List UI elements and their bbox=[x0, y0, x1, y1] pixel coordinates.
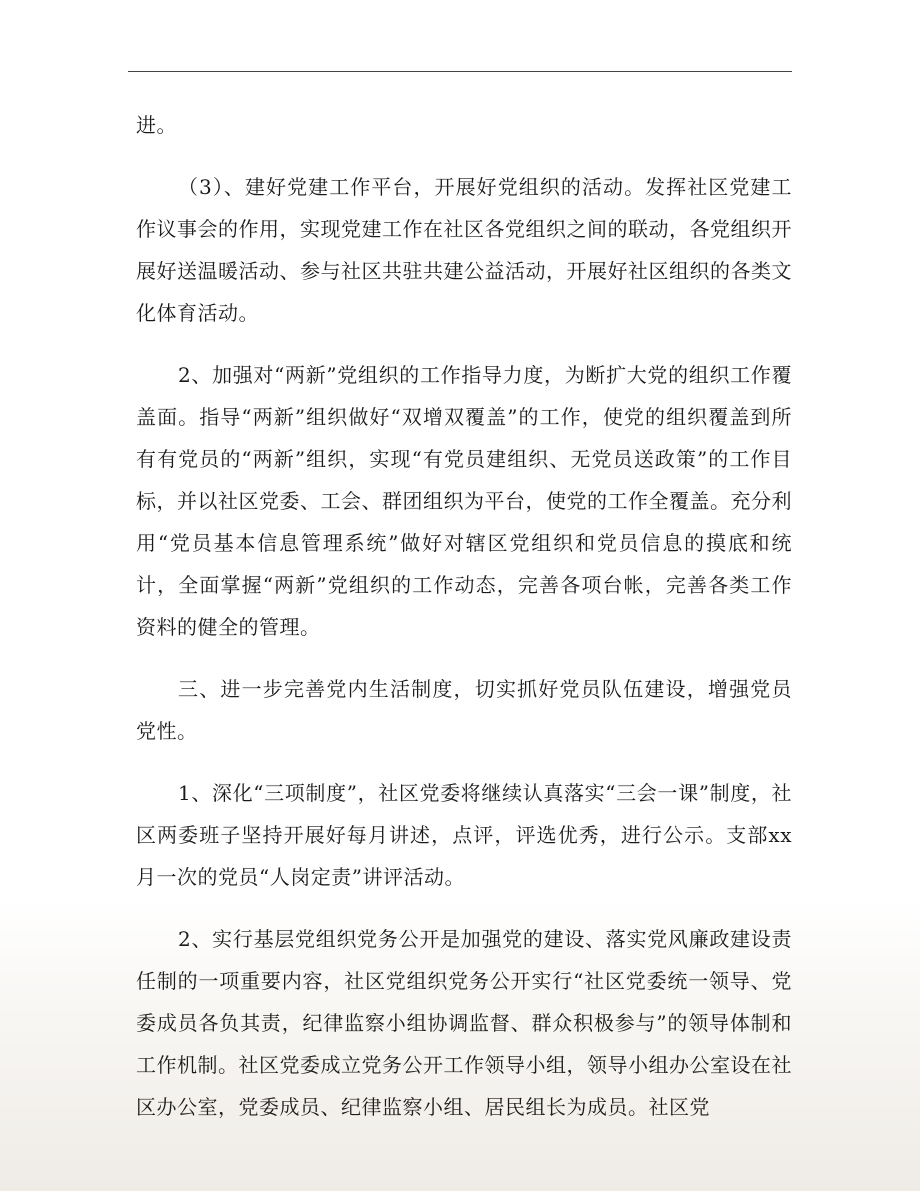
paragraph-section-three-heading: 三、进一步完善党内生活制度，切实抓好党员队伍建设，增强党员党性。 bbox=[136, 677, 792, 743]
header-rule bbox=[128, 71, 792, 72]
document-body bbox=[136, 104, 792, 1148]
paragraph-three-systems: 1、深化“三项制度”，社区党委将继续认真落实“三会一课”制度，社区两委班子坚持开展好每月讲述，点评，评选优秀，进行公示。支部xx月一次的党员“人岗定责”讲评活动。 bbox=[136, 781, 792, 889]
paragraph-affairs-disclosure: 2、实行基层党组织党务公开是加强党的建设、落实党风廉政建设责任制的一项重要内容，社区党组织党务公开实行“社区党委统一领导、党委成员各负其责，纪律监察小组协调监督、群众积极参与”的领导体制和工作机制。社区党委成立党务公开工作领导小组，领导小组办公室设在社区办公室，党委成员、纪律监察小组、居民组长为成员。社区党 bbox=[136, 927, 792, 1119]
paragraph-continuation: 进。 bbox=[136, 113, 177, 137]
paragraph-two-new-guidance: 2、加强对“两新”党组织的工作指导力度，为断扩大党的组织工作覆盖面。指导“两新”组织做好“双增双覆盖”的工作，使党的组织覆盖到所有有党员的“两新”组织，实现“有党员建组织、无党员送政策”的工作目标，并以社区党委、工会、群团组织为平台，使党的工作全覆盖。充分利用“党员基本信息管理系统”做好对辖区党组织和党员信息的摸底和统计，全面掌握“两新”党组织的工作动态，完善各项台帐，完善各类工作资料的健全的管理。 bbox=[136, 363, 792, 639]
paragraph-platform: （3）、建好党建工作平台，开展好党组织的活动。发挥社区党建工作议事会的作用，实现党建工作在社区各党组织之间的联动，各党组织开展好送温暖活动、参与社区共驻共建公益活动，开展好社区组织的各类文化体育活动。 bbox=[136, 175, 792, 325]
